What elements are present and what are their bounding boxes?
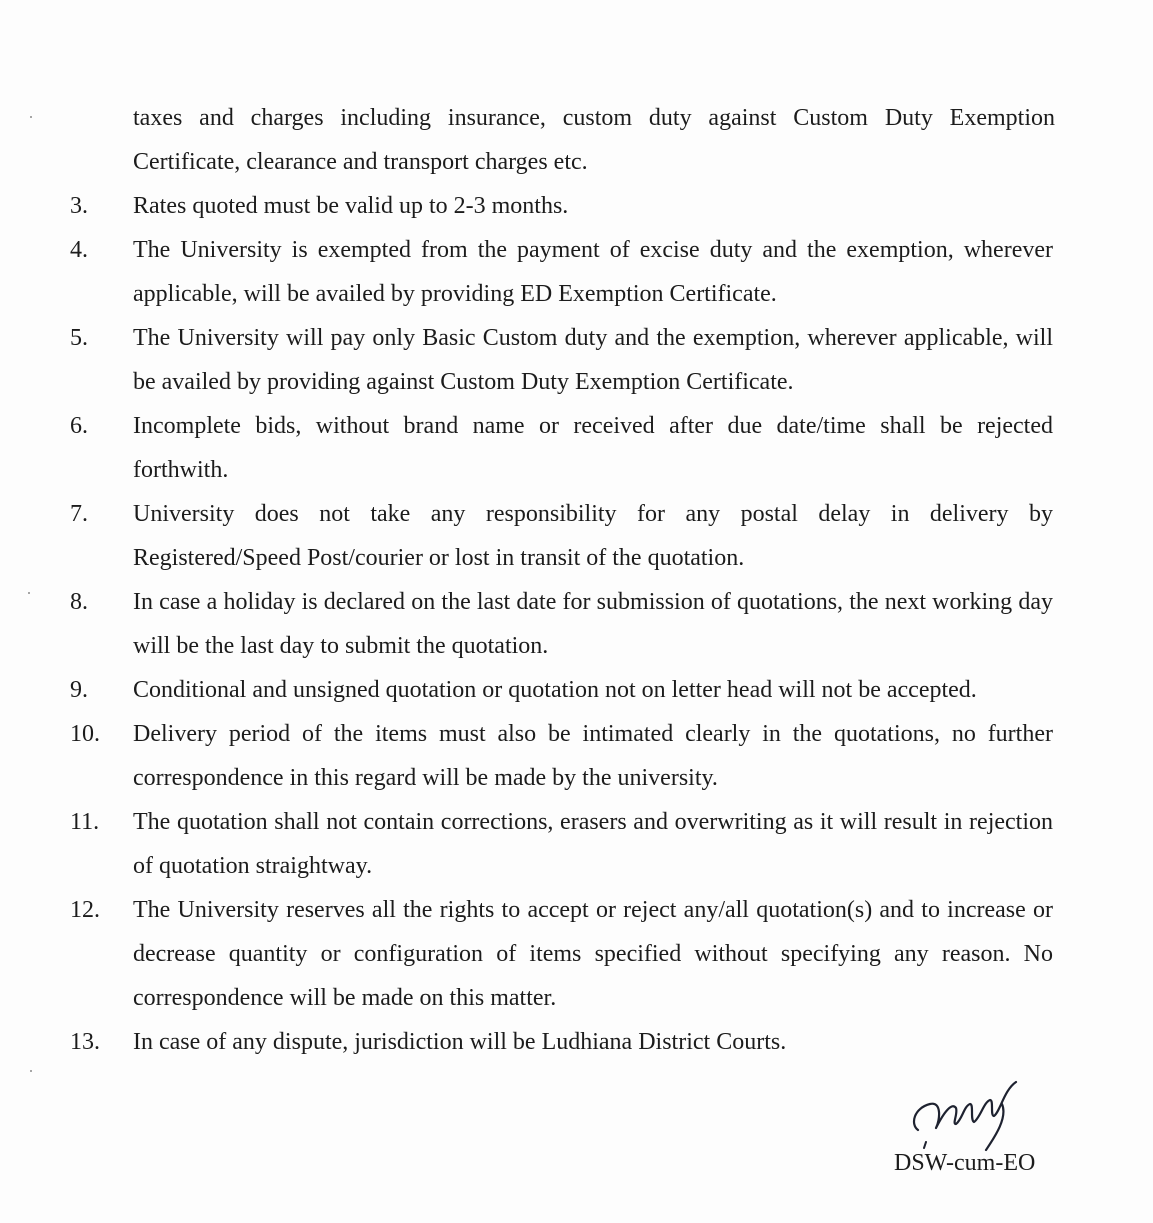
term-text: The quotation shall not contain corrections, erasers and overwriting as it will result in rejection of quotation straightway. <box>133 809 1053 879</box>
term-text: Rates quoted must be valid up to 2-3 months. <box>133 193 569 219</box>
term-text: In case a holiday is declared on the last date for submission of quotations, the next working day will be the last day to submit the quotation. <box>133 589 1053 659</box>
term-text: Delivery period of the items must also be intimated clearly in the quotations, no further correspondence in this regard will be made by the university. <box>133 721 1053 791</box>
term-number: 13. <box>70 1029 100 1055</box>
term-number: 11. <box>70 809 100 835</box>
term-item <box>70 800 1053 888</box>
term-number: 8. <box>70 589 88 615</box>
term-item <box>70 492 1053 580</box>
term-item <box>70 1020 1053 1064</box>
term-text: University does not take any responsibility for any postal delay in delivery by Registered/Speed Post/courier or lost in transit of the quotation. <box>133 501 1053 571</box>
term-number: 6. <box>70 413 88 439</box>
term-item <box>70 228 1053 316</box>
term-item <box>70 712 1053 800</box>
term-item <box>70 580 1053 668</box>
signature-block <box>880 1060 1080 1190</box>
term-number: 4. <box>70 237 88 263</box>
term-item <box>70 668 1053 712</box>
term-text: Conditional and unsigned quotation or quotation not on letter head will not be accepted. <box>133 677 977 703</box>
term-number: 3. <box>70 193 88 219</box>
term-item <box>70 888 1053 1020</box>
term-item <box>70 316 1053 404</box>
term-text: The University reserves all the rights to accept or reject any/all quotation(s) and to increase or decrease quantity or configuration of items specified without specifying any reason. No correspondence will be made on this matter. <box>133 897 1053 1011</box>
term-item <box>70 184 1053 228</box>
term-text: In case of any dispute, jurisdiction will be Ludhiana District Courts. <box>133 1029 787 1055</box>
term-number: 5. <box>70 325 88 351</box>
scan-speck <box>30 1070 32 1072</box>
term-number: 12. <box>70 897 100 923</box>
terms-list <box>0 184 1153 1064</box>
signatory-designation: DSW-cum-EO <box>894 1150 1036 1176</box>
term-text: Incomplete bids, without brand name or received after due date/time shall be rejected forthwith. <box>133 413 1053 483</box>
handwritten-signature <box>890 1068 1040 1158</box>
term-number: 9. <box>70 677 88 703</box>
term-text: The University will pay only Basic Custom duty and the exemption, wherever applicable, will be availed by providing against Custom Duty Exemption Certificate. <box>133 325 1053 395</box>
term-number: 10. <box>70 721 100 747</box>
term-text: The University is exempted from the payment of excise duty and the exemption, wherever applicable, will be availed by providing ED Exemption Certificate. <box>133 237 1053 307</box>
term-number: 7. <box>70 501 88 527</box>
scan-speck <box>30 116 32 118</box>
term-item <box>70 404 1053 492</box>
continuation-paragraph: taxes and charges including insurance, custom duty against Custom Duty Exemption Certificate, clearance and transport charges etc. <box>133 105 1055 175</box>
